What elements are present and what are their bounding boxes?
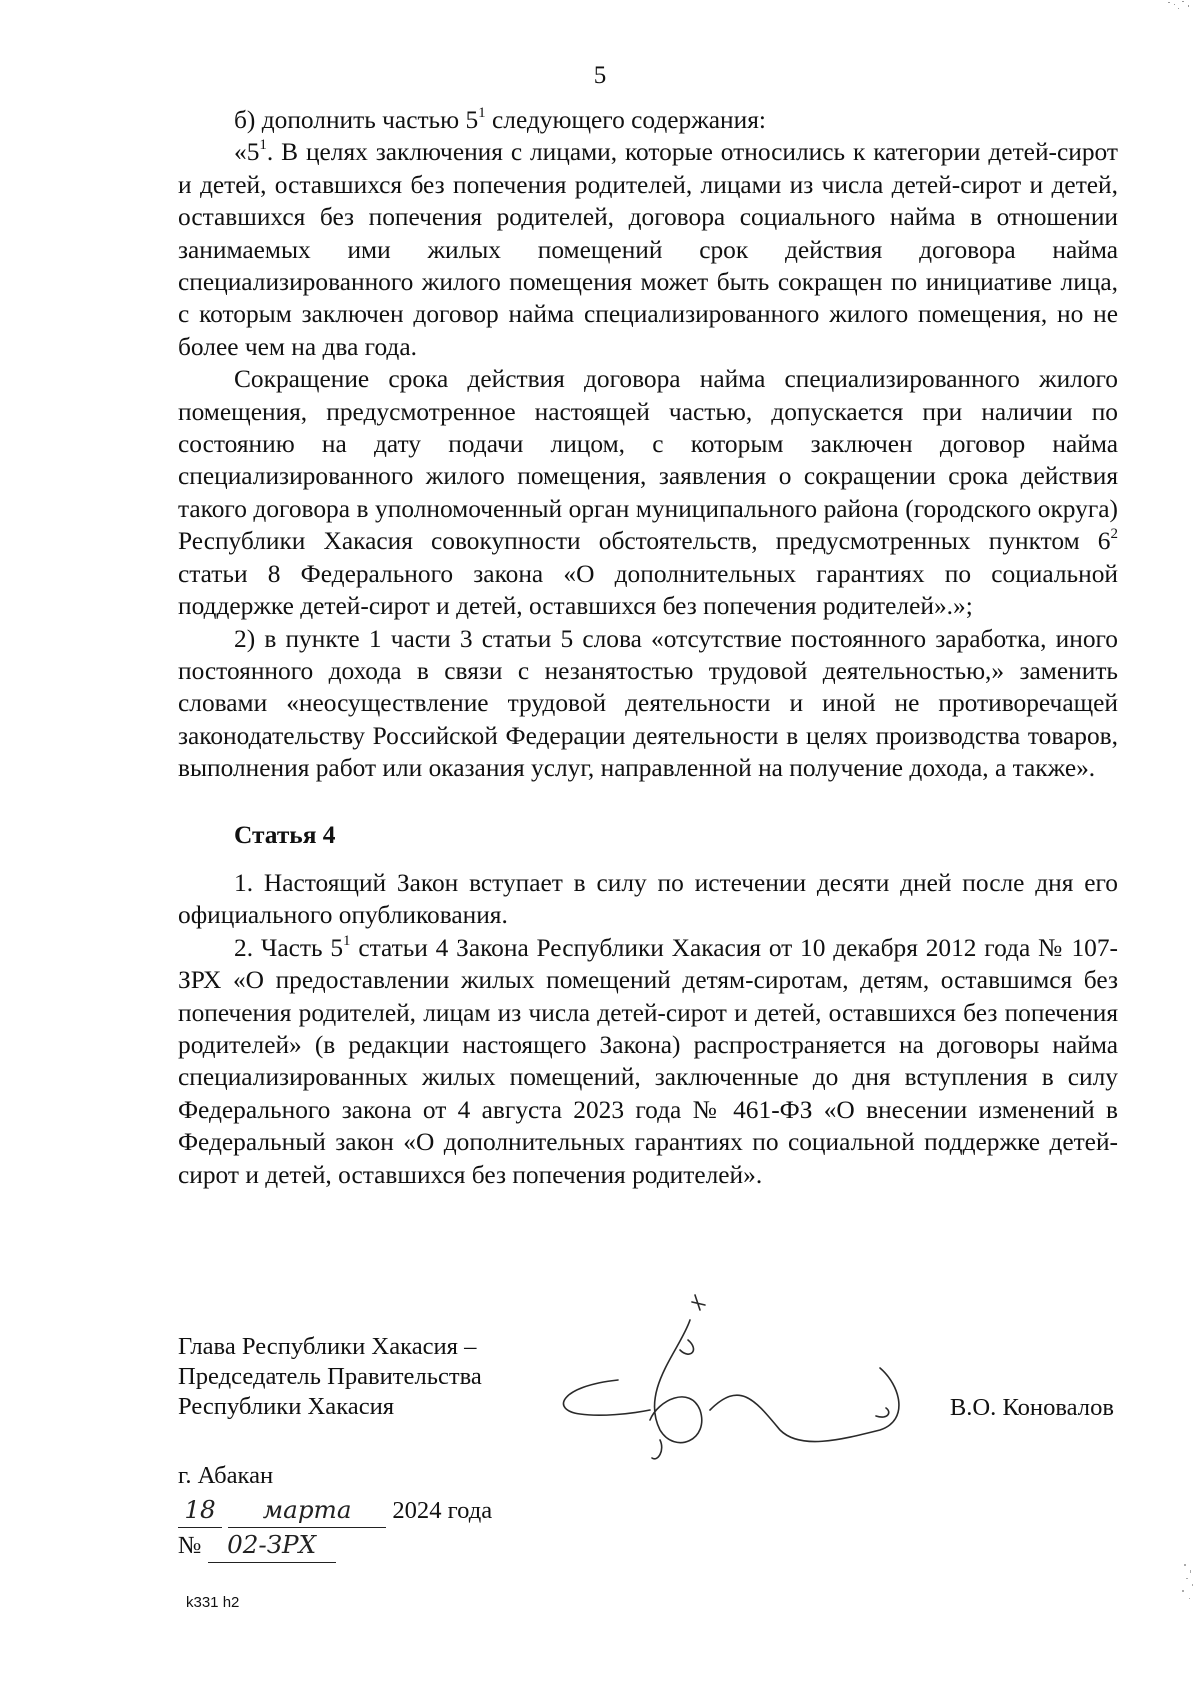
place-and-date [178,1459,492,1563]
number-sign: № [178,1532,202,1559]
signatory-title [178,1332,482,1422]
handwritten-month: марта [228,1493,386,1528]
document-code: k331 h2 [186,1594,240,1611]
paragraph-part-5-1: «$5^1$. В целях заключения с лицами, которые относились к категории детей-сирот и детей, оставшихся без попечения родителей, лицами из числа детей-сирот и детей, оставшихся без попечения родителей, договора социального найма в отношении занимаемых ими жилых помещений срок действия договора найма специализированного жилого помещения может быть сокращен по инициативе лица, с которым заключен договор найма специализированного жилого помещения, но не более чем на два года. [178,137,1118,361]
paragraph-amendment-b: б) дополнить частью $5^1$ следующего содержания: [234,105,766,134]
signatory-title-line: Республики Хакасия [178,1393,395,1420]
law-number [178,1528,492,1563]
handwritten-signature [540,1290,920,1470]
paragraph-applicability: 2. Часть $5^1$ статьи 4 Закона Республики Хакасия от 10 декабря 2012 года № 107-ЗРХ «О предоставлении жилых помещений детям-сиротам, детям, оставшимся без попечения родителей, лицам из числа детей-сирот и детей, оставшихся без попечения родителей» (в редакции настоящего Закона) распространяется на договоры найма специализированных жилых помещений, заключенные до дня вступления в силу Федерального закона от 4 августа 2023 года № 461-ФЗ «О внесении изменений в Федеральный закон «О дополнительных гарантиях по социальной поддержке детей-сирот и детей, оставшихся без попечения родителей». [178,932,1118,1189]
document-body [178,104,1118,1191]
paragraph-entry-into-force: 1. Настоящий Закон вступает в силу по истечении десяти дней после дня его официального опубликования. [178,868,1118,930]
city: г. Абакан [178,1462,274,1489]
date-year: 2024 года [392,1497,493,1524]
signer-name: В.О. Коновалов [949,1394,1114,1421]
handwritten-day: 18 [178,1493,222,1528]
signatory-title-line: Председатель Правительства [178,1363,482,1390]
signatory-title-line: Глава Республики Хакасия – [178,1333,477,1360]
article-heading: Статья 4 [234,820,336,849]
scan-artifact-side [1164,1560,1196,1610]
paragraph-term-reduction: Сокращение срока действия договора найма специализированного жилого помещения, предусмотренное настоящей частью, допускается при наличии по состоянию на дату подачи лицом, с которым заключен договор найма специализированного жилого помещения, заявления о сокращении срока действия такого договора в уполномоченный орган муниципального района (городского округа) Республики Хакасия совокупности обстоятельств, предусмотренных пунктом $6^2$ статьи 8 Федерального закона «О дополнительных гарантиях по социальной поддержке детей-сирот и детей, оставшихся без попечения родителей».»; [178,365,1118,621]
scan-artifact-top [1164,0,1196,20]
paragraph-amendment-2: 2) в пункте 1 части 3 статьи 5 слова «отсутствие постоянного заработка, иного постоянного дохода в связи с незанятостью трудовой деятельностью,» заменить словами «неосуществление трудовой деятельности и иной не противоречащей законодательству Российской Федерации деятельности в целях производства товаров, выполнения работ или оказания услуг, направленной на получение дохода, а также». [178,624,1118,783]
signing-date [178,1493,492,1528]
handwritten-law-number: 02-ЗРХ [208,1528,336,1563]
page-number: 5 [593,62,607,89]
